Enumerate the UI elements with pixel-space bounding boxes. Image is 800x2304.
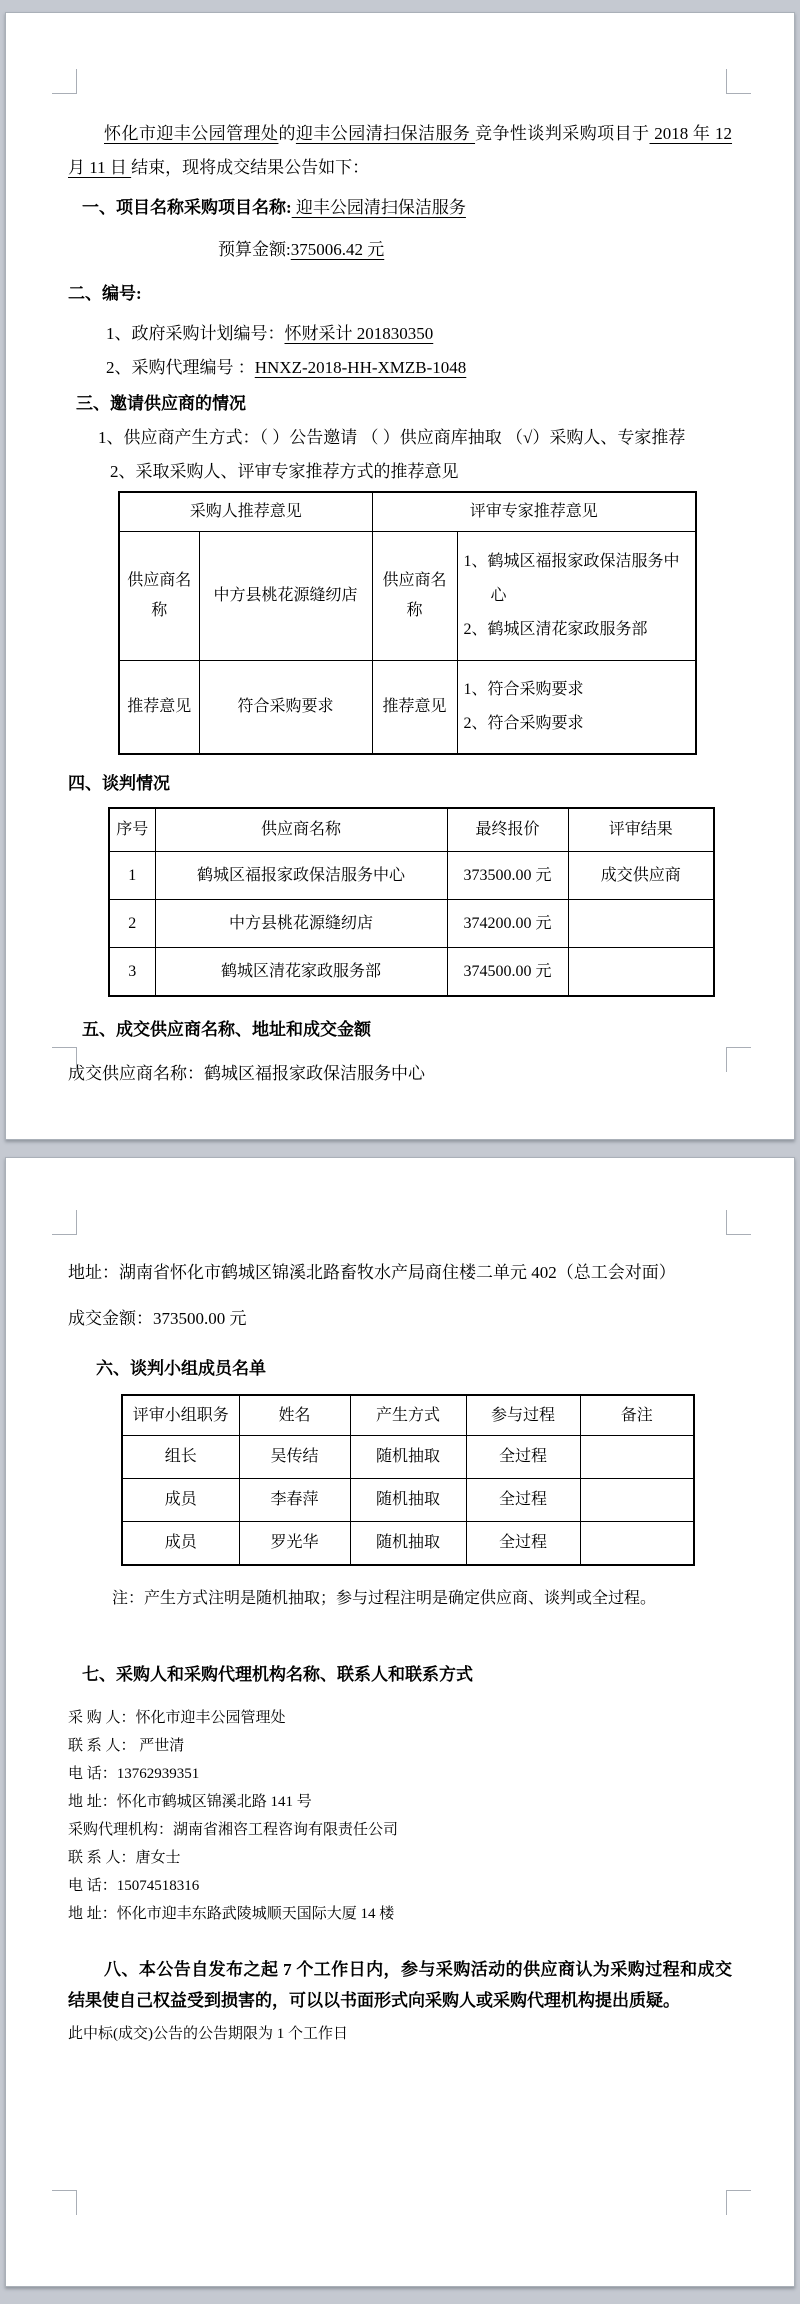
panel-table-header-row: [122, 1395, 694, 1436]
table-cell: 全过程: [466, 1479, 580, 1522]
winner-address-line: 地址：湖南省怀化市鹤城区锦溪北路畜牧水产局商住楼二单元 402（总工会对面）: [68, 1263, 676, 1282]
table-cell: 吴传结: [239, 1436, 350, 1479]
section-6-heading: [96, 1352, 732, 1386]
table-row: [122, 1479, 694, 1522]
table-cell: 2: [109, 900, 155, 948]
intro-text: 的: [278, 124, 296, 143]
table-row: [122, 1436, 694, 1479]
section-4-title: 四、谈判情况: [68, 774, 170, 793]
contact-line-buyer: 采 购 人：怀化市迎丰公园管理处: [68, 1710, 286, 1726]
header-cell: 产生方式: [350, 1395, 466, 1436]
buyer-opinion-header-cell: 采购人推荐意见: [119, 492, 372, 532]
table-cell: 推荐意见: [372, 661, 457, 755]
table-cell: [457, 661, 696, 755]
table-row: [109, 900, 714, 948]
table-cell: 374200.00 元: [447, 900, 568, 948]
table-cell: 鹤城区福报家政保洁服务中心: [155, 852, 447, 900]
header-cell: 评审结果: [568, 808, 714, 852]
crop-mark-bottom-right: [726, 2190, 751, 2215]
crop-mark-top-right: [726, 1210, 751, 1235]
section-5-title: 五、成交供应商名称、地址和成交金额: [82, 1020, 371, 1039]
section-7-title: 七、采购人和采购代理机构名称、联系人和联系方式: [82, 1665, 473, 1684]
page-1: [5, 12, 795, 1140]
agency-number-value: HNXZ-2018-HH-XMZB-1048: [254, 358, 467, 377]
budget-line: [218, 235, 732, 265]
intro-text: 结束，现将成交结果公告如下：: [131, 158, 370, 177]
table-cell: [580, 1436, 694, 1479]
table-cell: 成员: [122, 1479, 239, 1522]
crop-mark-bottom-left: [52, 2190, 77, 2215]
section-5-heading: [82, 1013, 732, 1047]
table-row: [119, 661, 696, 755]
recommend-table-header-row: [119, 492, 696, 532]
section-8-paragraph: 八、本公告自发布之起 7 个工作日内，参与采购活动的供应商认为采购过程和成交结果使自己权益受到损害的，可以以书面形式向采购人或采购代理机构提出质疑。: [68, 1960, 732, 2010]
table-cell: 全过程: [466, 1522, 580, 1566]
table-cell: 随机抽取: [350, 1436, 466, 1479]
table-cell: 李春萍: [239, 1479, 350, 1522]
table-cell: [568, 948, 714, 997]
expert-opinion-2: 2、符合采购要求: [463, 715, 584, 732]
intro-paragraph: [68, 117, 732, 185]
crop-mark-top-right: [726, 69, 751, 94]
expert-supplier-2: 2、鹤城区清花家政服务部: [463, 621, 648, 638]
header-cell: 供应商名称: [155, 808, 447, 852]
page-1-content: [6, 13, 794, 1089]
contact-line-buyer-address: 地 址：怀化市鹤城区锦溪北路 141 号: [68, 1794, 312, 1810]
header-cell: 姓名: [239, 1395, 350, 1436]
crop-mark-bottom-left: [52, 1047, 77, 1072]
header-cell: 最终报价: [447, 808, 568, 852]
supplier-source-line: 1、供应商产生方式：（ ）公告邀请 （ ）供应商库抽取 （√）采购人、专家推荐: [98, 428, 686, 447]
table-cell: [580, 1522, 694, 1566]
contact-line-buyer-person: 联 系 人： 严世清: [68, 1738, 185, 1754]
section-6-title: 六、谈判小组成员名单: [96, 1359, 266, 1378]
page-2-content: [6, 1158, 794, 2048]
validity-line: 此中标(成交)公告的公告期限为 1 个工作日: [68, 2026, 348, 2042]
intro-text: 竞争性谈判采购项目于: [475, 124, 650, 143]
expert-opinion-1: 1、符合采购要求: [463, 681, 584, 698]
section-4-heading: [68, 767, 732, 801]
table-cell: 中方县桃花源缝纫店: [199, 532, 372, 661]
table-cell: 全过程: [466, 1436, 580, 1479]
crop-mark-top-left: [52, 1210, 77, 1235]
table-cell: 3: [109, 948, 155, 997]
header-cell: 评审小组职务: [122, 1395, 239, 1436]
expert-opinion-header-cell: 评审专家推荐意见: [372, 492, 696, 532]
panel-table: [121, 1394, 695, 1566]
table-cell: 374500.00 元: [447, 948, 568, 997]
negotiation-table: [108, 807, 715, 997]
section-2-title: 二、编号:: [68, 284, 142, 303]
section-1-title: 一、项目名称采购项目名称:: [82, 198, 292, 217]
table-cell: 供应商名称: [119, 532, 199, 661]
expert-supplier-1: 1、鹤城区福报家政保洁服务中心: [463, 553, 680, 604]
end-date-underlined: 2018 年 12 月 11 日: [68, 124, 733, 177]
contact-line-agency: 采购代理机构：湖南省湘咨工程咨询有限责任公司: [68, 1822, 399, 1838]
recommend-table: [118, 491, 697, 755]
table-cell: 373500.00 元: [447, 852, 568, 900]
table-cell: 随机抽取: [350, 1522, 466, 1566]
table-cell: 中方县桃花源缝纫店: [155, 900, 447, 948]
budget-value: 375006.42 元: [290, 240, 385, 259]
table-cell: 供应商名称: [372, 532, 457, 661]
table-cell: [568, 900, 714, 948]
buyer-name-underlined: 怀化市迎丰公园管理处: [104, 124, 279, 143]
section-1-project-name: 迎丰公园清扫保洁服务: [291, 198, 466, 217]
section-2-heading: [68, 277, 732, 311]
crop-mark-top-left: [52, 69, 77, 94]
section-7-heading: [82, 1658, 732, 1692]
table-row: [122, 1522, 694, 1566]
contact-line-agency-address: 地 址：怀化市迎丰东路武陵城顺天国际大厦 14 楼: [68, 1906, 395, 1922]
plan-number-label: 1、政府采购计划编号：: [106, 324, 285, 343]
header-cell: 序号: [109, 808, 155, 852]
table-cell: 符合采购要求: [199, 661, 372, 755]
table-cell: 组长: [122, 1436, 239, 1479]
table-row: [109, 852, 714, 900]
recommend-method-line: 2、采取采购人、评审专家推荐方式的推荐意见: [110, 462, 459, 481]
deal-amount-line: 成交金额：373500.00 元: [68, 1309, 247, 1328]
contact-line-agency-person: 联 系 人：唐女士: [68, 1850, 181, 1866]
table-cell: 成员: [122, 1522, 239, 1566]
table-row: [109, 948, 714, 997]
contact-line-agency-phone: 电 话：15074518316: [68, 1878, 200, 1894]
panel-note-line: 注：产生方式注明是随机抽取；参与过程注明是确定供应商、谈判或全过程。: [112, 1590, 657, 1607]
agency-number-line: [106, 353, 732, 383]
table-cell: 1: [109, 852, 155, 900]
agency-number-label: 2、采购代理编号 ：: [106, 358, 255, 377]
plan-number-value: 怀财采计 201830350: [284, 324, 434, 343]
section-3-title: 三、邀请供应商的情况: [76, 394, 246, 413]
header-cell: 参与过程: [466, 1395, 580, 1436]
section-1-heading: [82, 191, 732, 225]
table-row: [119, 532, 696, 661]
table-cell: 随机抽取: [350, 1479, 466, 1522]
table-cell: 推荐意见: [119, 661, 199, 755]
table-cell: 鹤城区清花家政服务部: [155, 948, 447, 997]
table-cell: [580, 1479, 694, 1522]
contact-block: [68, 1704, 732, 1928]
page-2: [5, 1157, 795, 2287]
budget-label: 预算金额:: [218, 240, 291, 259]
contact-line-buyer-phone: 电 话：13762939351: [68, 1766, 200, 1782]
plan-number-line: [106, 319, 732, 349]
table-cell: 成交供应商: [568, 852, 714, 900]
crop-mark-bottom-right: [726, 1047, 751, 1072]
table-cell: [457, 532, 696, 661]
header-cell: 备注: [580, 1395, 694, 1436]
table-cell: 罗光华: [239, 1522, 350, 1566]
project-name-underlined: 迎丰公园清扫保洁服务: [295, 124, 476, 143]
winner-line: 成交供应商名称：鹤城区福报家政保洁服务中心: [68, 1064, 425, 1083]
section-3-heading: [76, 387, 732, 421]
negotiation-table-header-row: [109, 808, 714, 852]
